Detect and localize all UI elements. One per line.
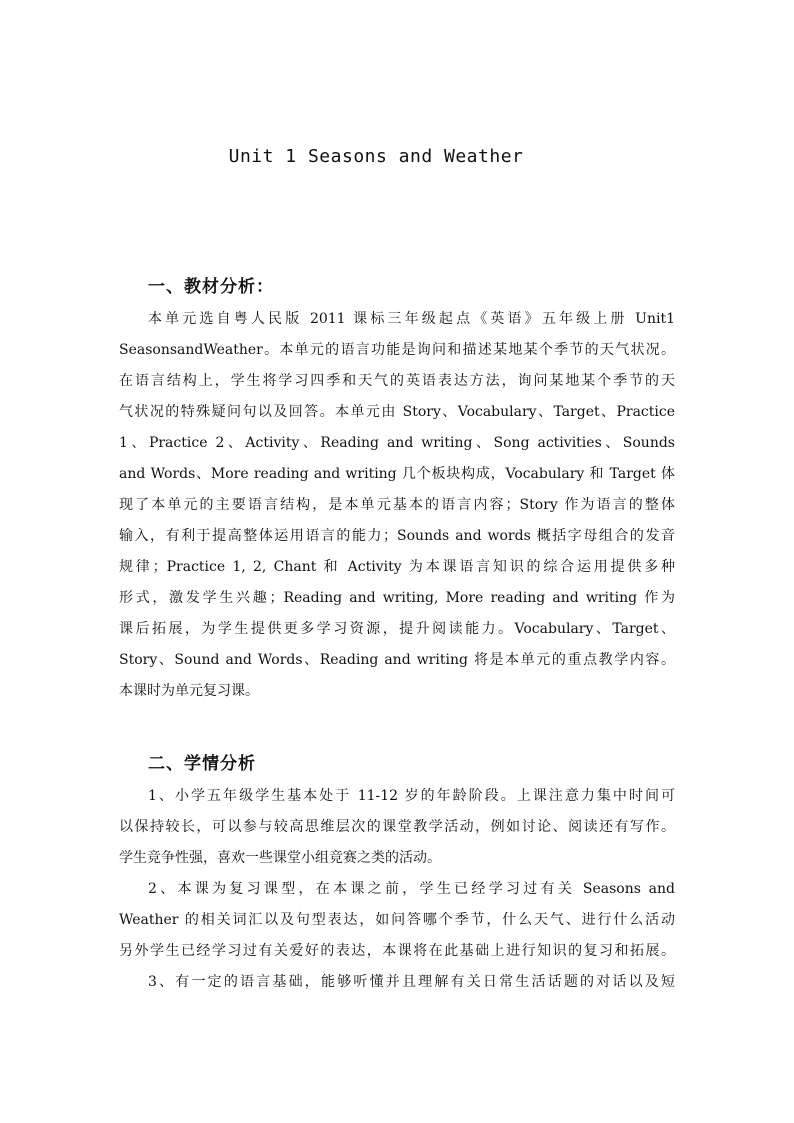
paragraph-line: 规律；Practice 1, 2, Chant 和 Activity 为本课语言知识的综合运用提供多种 <box>119 559 675 575</box>
paragraph-line: 课后拓展，为学生提供更多学习资源，提升阅读能力。Vocabulary、Target、 <box>119 621 675 637</box>
paragraph-line: Weather 的相关词汇以及句型表达，如问答哪个季节，什么天气、进行什么活动 <box>119 912 675 928</box>
section-heading-textbook-analysis: 一、教材分析： <box>148 277 274 297</box>
paragraph-line: 本单元选自粤人民版 2011 课标三年级起点《英语》五年级上册 Unit1 <box>148 311 675 327</box>
paragraph-line: 以保持较长，可以参与较高思维层次的课堂教学活动，例如讨论、阅读还有写作。 <box>119 819 675 835</box>
paragraph-line: 输入，有利于提高整体运用语言的能力；Sounds and words 概括字母组合的发音 <box>119 528 675 544</box>
paragraph-line: 2、本课为复习课型，在本课之前，学生已经学习过有关 Seasons and <box>148 881 675 897</box>
paragraph-line: 1、小学五年级学生基本处于 11-12 岁的年龄阶段。上课注意力集中时间可 <box>148 788 675 804</box>
section-heading-learner-analysis: 二、学情分析 <box>148 754 256 774</box>
paragraph-line: 气状况的特殊疑问句以及回答。本单元由 Story、Vocabulary、Target、Practice <box>119 404 675 420</box>
paragraph-line: 另外学生已经学习过有关爱好的表达，本课将在此基础上进行知识的复习和拓展。 <box>119 943 675 959</box>
document-title: Unit 1 Seasons and Weather <box>228 146 524 167</box>
paragraph-line: 现了本单元的主要语言结构，是本单元基本的语言内容；Story 作为语言的整体 <box>119 497 675 513</box>
paragraph-line: and Words、More reading and writing 几个板块构成，Vocabulary 和 Target 体 <box>119 466 675 482</box>
paragraph-line: SeasonsandWeather。本单元的语言功能是询问和描述某地某个季节的天气状况。 <box>119 342 675 358</box>
paragraph-line: 学生竞争性强，喜欢一些课堂小组竞赛之类的活动。 <box>119 850 441 866</box>
paragraph-line: 形式，激发学生兴趣；Reading and writing, More reading and writing 作为 <box>119 590 675 606</box>
paragraph-line: 1、Practice 2、Activity、Reading and writing、Song activities、Sounds <box>119 435 675 451</box>
paragraph-line: 3、有一定的语言基础，能够听懂并且理解有关日常生活话题的对话以及短 <box>148 974 675 990</box>
paragraph-line: 本课时为单元复习课。 <box>119 683 259 699</box>
paragraph-line: 在语言结构上，学生将学习四季和天气的英语表达方法，询问某地某个季节的天 <box>119 373 675 389</box>
paragraph-line: Story、Sound and Words、Reading and writing 将是本单元的重点教学内容。 <box>119 652 675 668</box>
